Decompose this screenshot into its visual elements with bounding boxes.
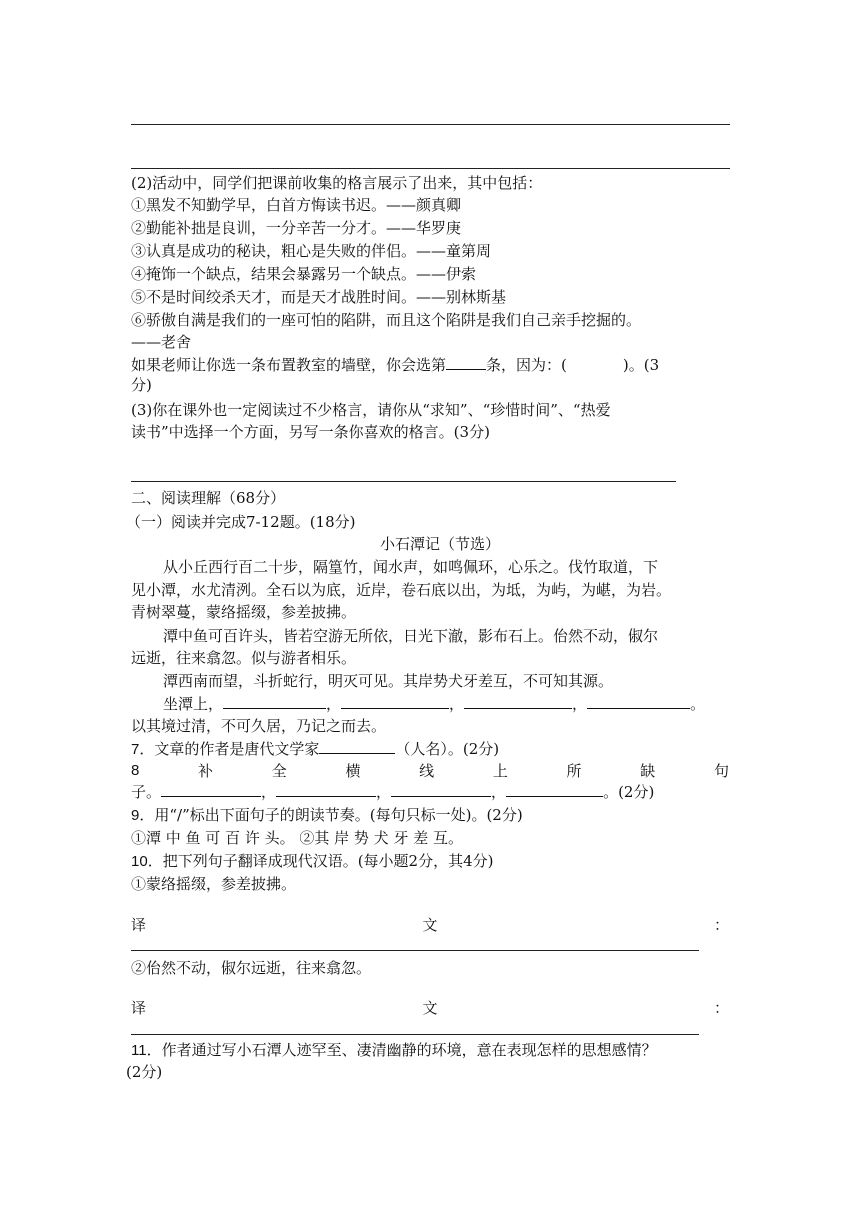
p4-end: 。 xyxy=(690,695,706,713)
q11-score: (2分) xyxy=(126,1063,163,1081)
translation-label: 译 xyxy=(131,916,147,934)
passage-p1-line3: 青树翠蔓，蒙络摇缀，参差披拂。 xyxy=(131,603,357,621)
q7-number: 7 xyxy=(131,741,140,758)
q8-char: 句 xyxy=(713,762,729,780)
q11-text: ．作者通过写小石潭人迹罕至、凄清幽静的环境，意在表现怎样的思想感情？ xyxy=(146,1041,657,1059)
passage-p1-line1: 从小丘西行百二十步，隔篁竹，闻水声，如鸣佩环，心乐之。伐竹取道，下 xyxy=(163,558,659,576)
part1-heading: （一）阅读并完成7-12题。(18分) xyxy=(126,513,356,531)
q11-number: 11 xyxy=(131,1042,147,1059)
sentence-blank[interactable] xyxy=(464,694,572,709)
answer-blank[interactable] xyxy=(161,782,261,797)
q9-items: ①潭 中 鱼 可 百 许 头。 ②其 岸 势 犬 牙 差 互。 xyxy=(131,829,463,847)
q8-char: 补 xyxy=(198,762,214,780)
answer-blank[interactable] xyxy=(391,782,491,797)
answer-line xyxy=(131,168,730,169)
passage-p3-line1: 潭西南而望，斗折蛇行，明灭可见。其岸势犬牙差互，不可知其源。 xyxy=(163,672,614,690)
q8-char: 8 xyxy=(131,762,140,779)
q8-char: 全 xyxy=(271,762,287,780)
q8-char: 上 xyxy=(492,762,508,780)
sentence-blank[interactable] xyxy=(587,694,690,709)
section-heading: 二、阅读理解（68分） xyxy=(131,489,286,507)
q2-question-d: 分) xyxy=(131,376,152,394)
q10-sentence-2: ②佁然不动，俶尔远逝，往来翕忽。 xyxy=(131,959,372,977)
q10-number: 10 xyxy=(131,853,148,870)
q9 xyxy=(131,805,523,826)
translation-label: 文 xyxy=(422,916,438,934)
q2-intro: (2)活动中，同学们把课前收集的格言展示了出来，其中包括： xyxy=(131,174,543,192)
q8-char: 横 xyxy=(345,762,361,780)
q8-char: 线 xyxy=(419,762,435,780)
passage-p4-line2: 以其境过清，不可久居，乃记之而去。 xyxy=(131,717,387,735)
motto-2: ②勤能补拙是良训，一分辛苦一分才。——华罗庚 xyxy=(131,219,462,237)
q8-start: 子。 xyxy=(131,783,162,801)
translation-label: ： xyxy=(713,999,729,1017)
motto-5: ⑤不是时间绞杀天才，而是天才战胜时间。——别林斯基 xyxy=(131,288,507,306)
answer-blank[interactable] xyxy=(506,782,603,797)
q2-question-b: 条，因为：( xyxy=(486,356,567,374)
q3-line2: 读书”中选择一个方面，另写一条你喜欢的格言。(3分) xyxy=(131,423,490,441)
q10-text: ．把下列句子翻译成现代汉语。(每小题2分，其4分) xyxy=(147,852,494,870)
translation-label: 译 xyxy=(131,999,147,1017)
q8-end: 。(2分) xyxy=(603,783,655,801)
q8-char: 缺 xyxy=(640,762,656,780)
translation-line-2 xyxy=(131,998,729,1018)
answer-line[interactable] xyxy=(131,481,676,482)
motto-4: ④掩饰一个缺点，结果会暴露另一个缺点。——伊索 xyxy=(131,265,477,283)
answer-line xyxy=(131,124,730,125)
motto-1: ①黑发不知勤学早，白首方悔读书迟。——颜真卿 xyxy=(131,196,462,214)
motto-6: ⑥骄傲自满是我们的一座可怕的陷阱，而且这个陷阱是我们自己亲手挖掘的。 xyxy=(131,311,642,329)
passage-p2-line1: 潭中鱼可百许头，皆若空游无所依，日光下澈，影布石上。佁然不动，俶尔 xyxy=(163,627,659,645)
q7-score: （人名）。(2分) xyxy=(395,740,500,758)
q2-question-c: )。(3 xyxy=(622,356,660,374)
q8-char: 所 xyxy=(566,762,582,780)
q11 xyxy=(131,1040,657,1061)
translation-label: ： xyxy=(713,916,729,934)
answer-blank[interactable] xyxy=(276,782,376,797)
q10-sentence-1: ①蒙络摇缀，参差披拂。 xyxy=(131,875,297,893)
sentence-blank[interactable] xyxy=(341,694,449,709)
q10 xyxy=(131,851,493,872)
passage-p1-line2: 见小潭，水尤清洌。全石以为底，近岸，卷石底以出，为坻，为屿，为嵁，为岩。 xyxy=(131,581,672,599)
author-blank[interactable] xyxy=(319,739,395,754)
p4-start: 坐潭上， xyxy=(163,695,224,713)
translation-answer-line[interactable] xyxy=(131,1034,699,1035)
q7-text: ．文章的作者是唐代文学家 xyxy=(139,740,320,758)
sentence-blank[interactable] xyxy=(223,694,326,709)
q2-question xyxy=(131,355,731,375)
passage-title: 小石潭记（节选） xyxy=(379,535,500,553)
motto-3: ③认真是成功的秘诀，粗心是失败的伴侣。——童第周 xyxy=(131,242,492,260)
translation-line-1 xyxy=(131,915,729,935)
q7 xyxy=(131,739,499,760)
q8-line2: 子。 ， ， ， 。(2分) xyxy=(131,783,655,801)
passage-p2-line2: 远逝，往来翕忽。似与游者相乐。 xyxy=(131,649,357,667)
translation-answer-line[interactable] xyxy=(131,950,699,951)
passage-p4-line1: 坐潭上， ， ， ， 。 xyxy=(163,695,706,713)
q3-line1: (3)你在课外也一定阅读过不少格言，请你从“求知”、“珍惜时间”、“热爱 xyxy=(131,401,611,419)
q9-text: ．用“/”标出下面句子的朗读节奏。(每句只标一处)。(2分) xyxy=(139,806,523,824)
q9-number: 9 xyxy=(131,807,140,824)
q8-line1 xyxy=(131,761,729,781)
translation-label: 文 xyxy=(422,999,438,1017)
motto-6-author: ——老舍 xyxy=(131,333,192,351)
q2-question-a: 如果老师让你选一条布置教室的墙壁，你会选第 xyxy=(131,356,447,374)
number-blank[interactable] xyxy=(446,355,486,370)
